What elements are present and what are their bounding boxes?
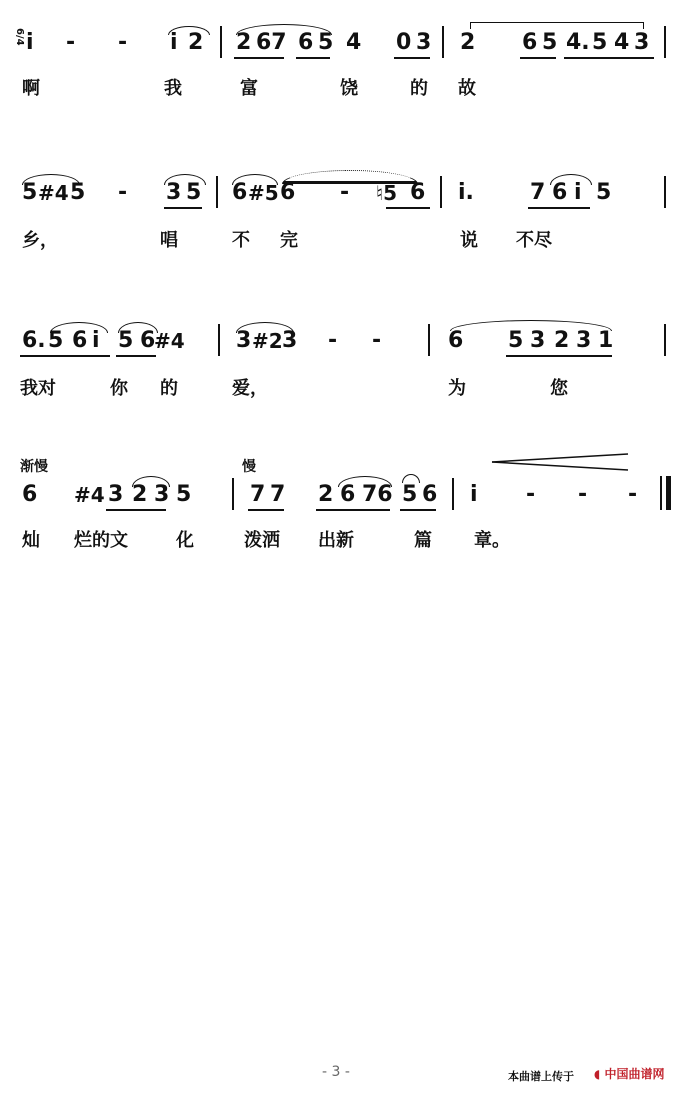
note: 6 — [410, 180, 426, 205]
note: - — [628, 482, 638, 507]
note: 3 — [108, 482, 124, 507]
source-text: 本曲谱上传于 — [508, 1070, 574, 1083]
note: 6 — [280, 180, 296, 205]
lyrics-row — [0, 80, 700, 106]
slur — [50, 322, 108, 333]
note: 5 — [186, 180, 202, 205]
system-3 — [0, 318, 700, 408]
note: 2 — [236, 30, 252, 55]
note: 2 — [188, 30, 204, 55]
slur — [132, 476, 170, 487]
barline — [664, 176, 666, 208]
underline — [386, 207, 430, 209]
slur — [164, 174, 206, 185]
lyric: 的 — [410, 78, 428, 99]
tempo-mark: 渐慢 — [20, 459, 48, 475]
lyric: 化 — [176, 530, 194, 551]
underline — [528, 207, 590, 209]
underline — [116, 355, 156, 357]
note: 5 — [402, 482, 418, 507]
underline — [234, 57, 284, 59]
lyric: 说 — [460, 230, 478, 251]
note: i — [170, 30, 178, 55]
barline — [442, 26, 444, 58]
lyric: 出新 — [318, 530, 354, 551]
note: 4 — [346, 30, 362, 55]
note: 6 — [72, 328, 88, 353]
note: #5 — [248, 181, 279, 205]
lyric: 乡， — [22, 230, 58, 251]
lyric: 富 — [240, 78, 258, 99]
note: 6 — [422, 482, 438, 507]
note: 5 — [118, 328, 134, 353]
note: #4 — [74, 483, 105, 507]
note: 5 — [318, 30, 334, 55]
barline — [452, 478, 454, 510]
note: 7 — [530, 180, 546, 205]
barline — [216, 176, 218, 208]
lyric: 篇 — [414, 530, 432, 551]
note: - — [118, 30, 128, 55]
lyric: 为 — [448, 378, 466, 399]
underline — [296, 57, 330, 59]
slur — [22, 174, 80, 185]
note: 3 — [154, 482, 170, 507]
barline — [218, 324, 220, 356]
note: 4. — [566, 30, 590, 55]
lyric: 爱， — [232, 378, 268, 399]
note: 3 — [530, 328, 546, 353]
note: i — [92, 328, 100, 353]
tempo-mark: 慢 — [242, 459, 256, 475]
note: 5 — [542, 30, 558, 55]
slur — [338, 476, 392, 487]
lyrics-row — [0, 380, 700, 406]
note: 76 — [362, 482, 393, 507]
lyric: 唱 — [160, 230, 178, 251]
logo-mark-icon: ◖ — [594, 1067, 601, 1081]
slur — [168, 26, 210, 35]
lyric: 章。 — [474, 530, 510, 551]
slur — [236, 322, 294, 333]
note: 3 — [166, 180, 182, 205]
slur — [232, 174, 278, 185]
note: 2 — [318, 482, 334, 507]
note: 6 — [340, 482, 356, 507]
note: 6 — [522, 30, 538, 55]
decrescendo-hairpin — [490, 452, 630, 472]
note: - — [578, 482, 588, 507]
lyric: 你 — [110, 378, 128, 399]
underline — [400, 509, 436, 511]
note: - — [526, 482, 536, 507]
underline — [20, 355, 110, 357]
note: 6 — [298, 30, 314, 55]
note: 6 — [232, 180, 248, 205]
site-logo — [594, 1065, 665, 1082]
note: 2 — [554, 328, 570, 353]
note: 3 — [576, 328, 592, 353]
note: 1 — [598, 328, 614, 353]
note: 4 — [614, 30, 630, 55]
notes-row — [0, 484, 700, 528]
lyric: 我对 — [20, 378, 56, 399]
barline — [428, 324, 430, 356]
note: i — [574, 180, 582, 205]
note: 5 — [508, 328, 524, 353]
note: - — [66, 30, 76, 55]
notes-row — [0, 182, 700, 226]
underline — [164, 207, 202, 209]
lyric: 饶 — [340, 78, 358, 99]
note: 6 — [448, 328, 464, 353]
barline — [440, 176, 442, 208]
slur — [118, 322, 158, 333]
system-2 — [0, 170, 700, 260]
note: 67 — [256, 30, 287, 55]
time-signature: 6/4 — [14, 28, 25, 46]
lyrics-row — [0, 532, 700, 558]
note: 3 — [634, 30, 650, 55]
slur — [282, 170, 418, 184]
underline — [394, 57, 430, 59]
note: 2 — [460, 30, 476, 55]
lyric: 我 — [164, 78, 182, 99]
lyric: 烂的文 — [74, 530, 128, 551]
note: #4 — [154, 329, 185, 353]
note: 6 — [140, 328, 156, 353]
barline — [220, 26, 222, 58]
note: 0 — [396, 30, 412, 55]
note: #2 — [252, 329, 283, 353]
lyric: 不 — [232, 230, 250, 251]
page-number: - 3 - — [322, 1064, 350, 1080]
system-1 — [0, 20, 700, 110]
slur — [450, 320, 612, 331]
barline — [664, 324, 666, 356]
slur — [236, 24, 332, 35]
note: - — [372, 328, 382, 353]
notes-row — [0, 32, 700, 76]
lyric: 的 — [160, 378, 178, 399]
underline — [316, 509, 390, 511]
slur — [402, 474, 420, 483]
note: 5 — [70, 180, 86, 205]
underline — [506, 355, 612, 357]
note: 5 — [22, 180, 38, 205]
lyric: 啊 — [22, 78, 40, 99]
note: 6 — [552, 180, 568, 205]
barline — [664, 26, 666, 58]
barline — [660, 476, 662, 510]
note: - — [328, 328, 338, 353]
lyric: 您 — [550, 378, 568, 399]
note: ♮5 — [376, 181, 398, 205]
note: 6 — [22, 482, 38, 507]
note: - — [118, 180, 128, 205]
underline — [564, 57, 654, 59]
note: i. — [458, 180, 474, 205]
note: 5 — [596, 180, 612, 205]
barline — [232, 478, 234, 510]
note: 3 — [236, 328, 252, 353]
tie — [470, 22, 644, 29]
lyric: 泼洒 — [244, 530, 280, 551]
lyric: 不尽 — [516, 230, 552, 251]
note: i — [470, 482, 478, 507]
note: i — [26, 30, 34, 55]
lyric: 灿 — [22, 530, 40, 551]
lyric: 完 — [280, 230, 298, 251]
slur — [550, 174, 592, 185]
lyric: 故 — [458, 78, 476, 99]
note: 3 — [416, 30, 432, 55]
lyrics-row — [0, 232, 700, 258]
note: 5 — [48, 328, 64, 353]
underline — [106, 509, 166, 511]
note: - — [340, 180, 350, 205]
note: 7 — [250, 482, 266, 507]
note: 7 — [270, 482, 286, 507]
note: 6. — [22, 328, 46, 353]
underline — [520, 57, 556, 59]
note: #4 — [38, 181, 69, 205]
notes-row — [0, 330, 700, 374]
note: 3 — [282, 328, 298, 353]
note: 5 — [592, 30, 608, 55]
logo-text: 中国曲谱网 — [604, 1067, 665, 1081]
barline-final — [666, 476, 671, 510]
note: 2 — [132, 482, 148, 507]
underline — [248, 509, 284, 511]
note: 5 — [176, 482, 192, 507]
